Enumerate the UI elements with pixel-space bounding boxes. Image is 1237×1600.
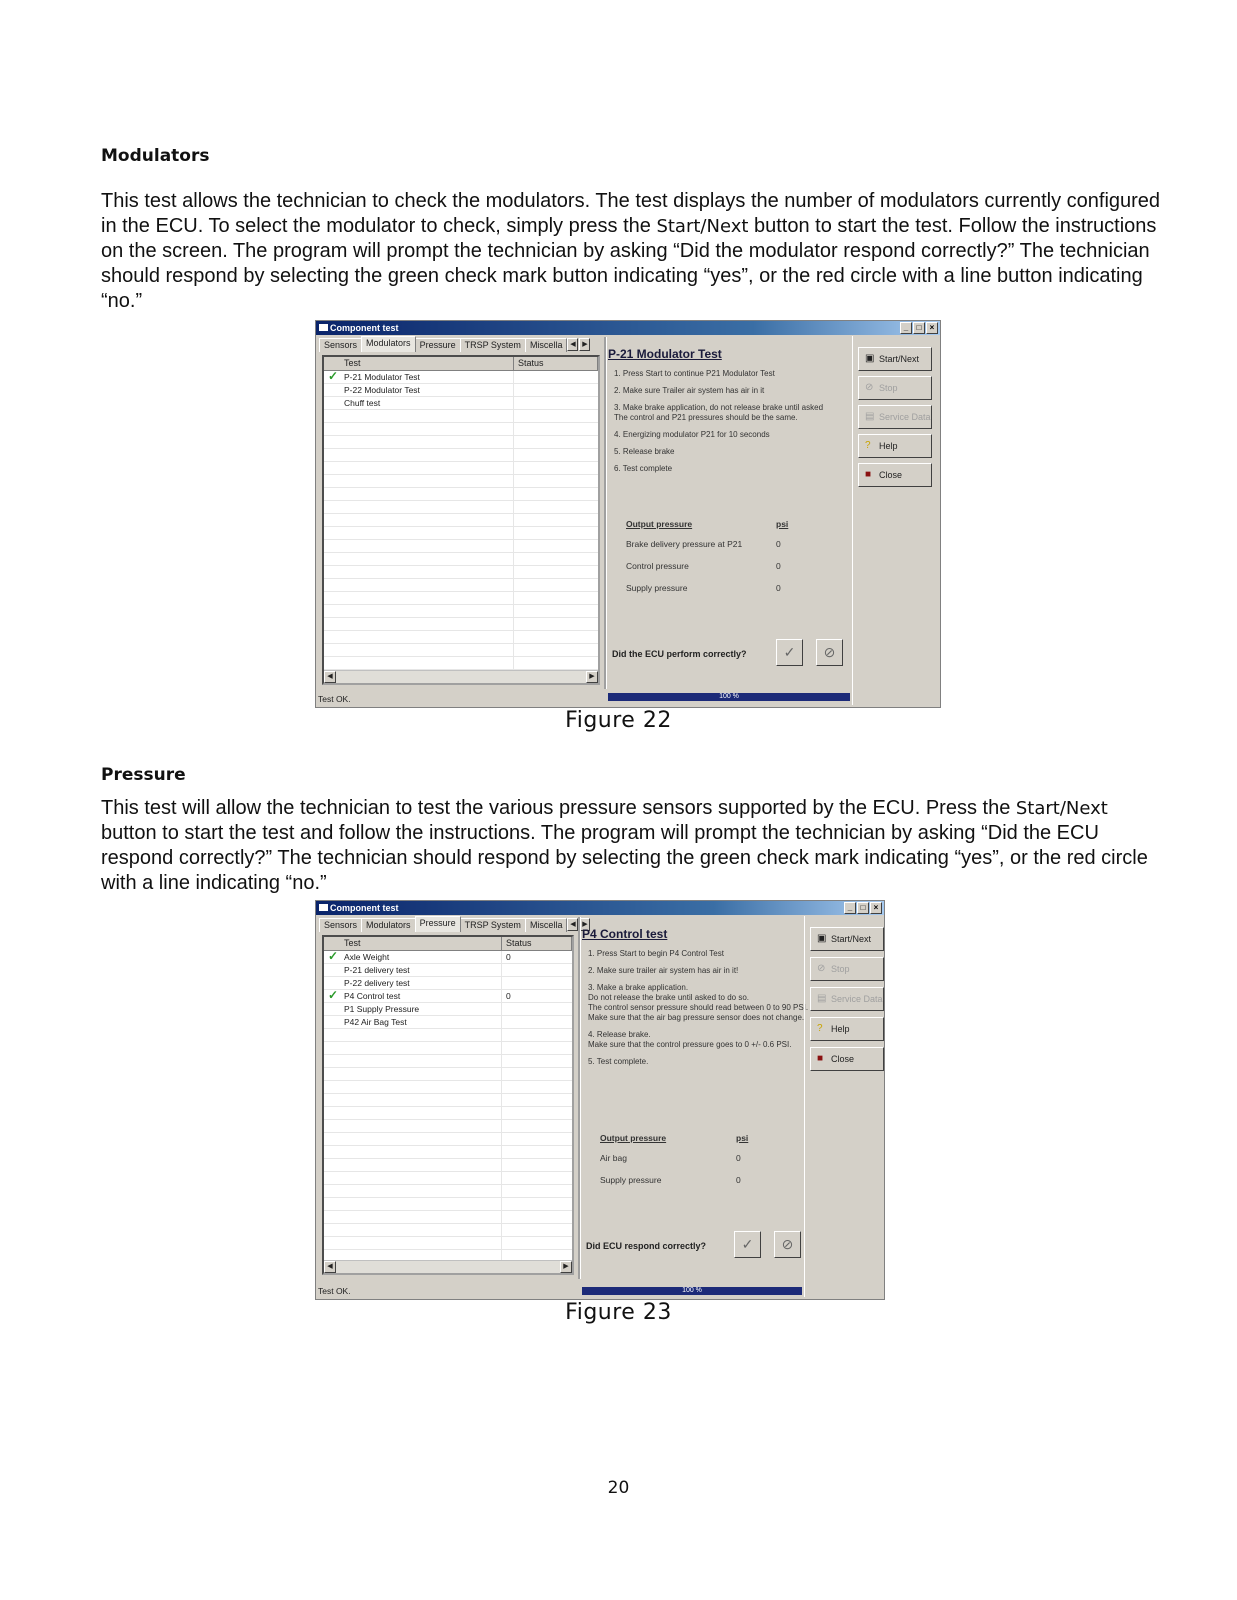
table-row[interactable] <box>324 977 572 990</box>
window-titlebar <box>316 901 884 915</box>
instruction-step: Make sure that the air bag pressure sensor does not change. <box>588 1013 805 1022</box>
progress-bar: 100 % <box>608 693 850 701</box>
no-button[interactable] <box>774 1231 801 1258</box>
maximize-icon[interactable]: □ <box>913 322 925 334</box>
test-name: Chuff test <box>324 397 514 409</box>
close-button[interactable] <box>858 463 932 487</box>
column-header-status[interactable]: Status <box>514 357 598 370</box>
tab-trsp-system[interactable]: TRSP System <box>460 918 526 932</box>
table-row[interactable] <box>324 371 598 384</box>
empty-row <box>324 644 598 657</box>
empty-row <box>324 1107 572 1120</box>
horizontal-scrollbar[interactable] <box>324 1260 572 1273</box>
tab-modulators[interactable]: Modulators <box>361 336 416 352</box>
app-icon <box>319 324 328 331</box>
output-label: Brake delivery pressure at P21 <box>626 539 743 549</box>
test-name: P-21 delivery test <box>324 964 502 976</box>
instruction-step: 2. Make sure Trailer air system has air in it <box>614 386 765 395</box>
start-next-keyword: Start/Next <box>656 216 749 237</box>
window-titlebar <box>316 321 940 335</box>
table-row[interactable] <box>324 1003 572 1016</box>
minimize-icon[interactable]: _ <box>844 902 856 914</box>
stop-icon: ⊘ <box>823 644 836 660</box>
empty-row <box>324 410 598 423</box>
psi-header: psi <box>776 519 789 529</box>
test-name: Axle Weight <box>324 951 502 963</box>
instruction-steps <box>614 369 852 481</box>
window-title: Component test <box>330 903 399 913</box>
test-name: P42 Air Bag Test <box>324 1016 502 1028</box>
empty-row <box>324 1237 572 1250</box>
empty-row <box>324 488 598 501</box>
empty-row <box>324 1159 572 1172</box>
instruction-step: The control and P21 pressures should be the same. <box>614 413 798 422</box>
scroll-right-icon[interactable]: ▶ <box>586 671 598 683</box>
empty-row <box>324 501 598 514</box>
table-row[interactable] <box>324 951 572 964</box>
check-icon: ✓ <box>328 988 339 1002</box>
button-label: Service Data <box>831 994 883 1004</box>
tab-modulators[interactable]: Modulators <box>361 918 416 932</box>
check-icon: ✓ <box>741 1236 754 1252</box>
empty-row <box>324 540 598 553</box>
instruction-step: 4. Energizing modulator P21 for 10 seconds <box>614 430 770 439</box>
empty-row <box>324 657 598 670</box>
button-label: Help <box>879 441 898 451</box>
pressure-paragraph <box>101 796 1161 896</box>
instruction-step: 2. Make sure trailer air system has air in it! <box>588 966 739 975</box>
table-row[interactable] <box>324 397 598 410</box>
close-button[interactable] <box>810 1047 884 1071</box>
service-data-button[interactable] <box>810 987 884 1011</box>
yes-check-button[interactable] <box>734 1231 761 1258</box>
tab-scroll-left-icon[interactable]: ◀ <box>567 338 578 351</box>
tab-bar <box>319 918 590 932</box>
section-heading-modulators: Modulators <box>101 146 210 166</box>
paragraph-text: This test will allow the technician to test the various pressure sensors supported by the ECU. Press the <box>101 797 1016 819</box>
test-list <box>322 355 600 685</box>
empty-row <box>324 1029 572 1042</box>
output-pressure-table <box>626 519 788 605</box>
page-number: 20 <box>607 1478 630 1498</box>
output-value: 0 <box>736 1153 741 1163</box>
empty-row <box>324 1198 572 1211</box>
instruction-step: 3. Make a brake application. <box>588 983 689 992</box>
horizontal-scrollbar[interactable] <box>324 670 598 683</box>
output-value: 0 <box>776 561 781 571</box>
test-status <box>514 371 518 383</box>
tab-pressure[interactable]: Pressure <box>415 916 461 932</box>
button-label: Stop <box>879 383 898 393</box>
column-header-status[interactable]: Status <box>502 937 572 950</box>
empty-row <box>324 423 598 436</box>
minimize-icon[interactable]: _ <box>900 322 912 334</box>
test-status <box>502 977 506 989</box>
test-name: P-22 Modulator Test <box>324 384 514 396</box>
empty-row <box>324 1068 572 1081</box>
psi-header: psi <box>736 1133 749 1143</box>
help-icon: ? <box>865 440 871 451</box>
stop-icon: ⊘ <box>865 382 874 393</box>
start-next-button[interactable] <box>858 347 932 371</box>
empty-row <box>324 475 598 488</box>
instruction-step: 5. Release brake <box>614 447 675 456</box>
panel-title: P4 Control test <box>582 927 668 941</box>
output-pressure-header: Output pressure <box>626 519 693 529</box>
table-row[interactable] <box>324 1016 572 1029</box>
button-label: Start/Next <box>831 934 872 944</box>
output-value: 0 <box>776 539 781 549</box>
empty-row <box>324 605 598 618</box>
test-list <box>322 935 574 1275</box>
button-label: Service Data <box>879 412 931 422</box>
empty-row <box>324 1120 572 1133</box>
service-data-icon: ▤ <box>865 411 875 422</box>
button-label: Help <box>831 1024 850 1034</box>
test-status <box>502 1016 506 1028</box>
empty-row <box>324 1042 572 1055</box>
empty-row <box>324 1224 572 1237</box>
figure-caption: Figure 22 <box>565 708 672 733</box>
help-button[interactable] <box>810 1017 884 1041</box>
close-icon: ■ <box>865 469 872 480</box>
panel-divider[interactable] <box>604 337 607 689</box>
tab-sensors[interactable]: Sensors <box>319 918 362 932</box>
start-next-keyword: Start/Next <box>1015 798 1108 819</box>
test-name: P-22 delivery test <box>324 977 502 989</box>
test-status <box>514 384 518 396</box>
check-icon: ✓ <box>783 644 796 660</box>
tab-sensors[interactable]: Sensors <box>319 338 362 352</box>
button-label: Stop <box>831 964 850 974</box>
service-data-icon: ▤ <box>817 993 827 1004</box>
start-next-icon: ▣ <box>817 933 827 944</box>
panel-title: P-21 Modulator Test <box>608 347 722 361</box>
tab-trsp-system[interactable]: TRSP System <box>460 338 526 352</box>
component-test-window-figure-22 <box>315 320 941 708</box>
tab-miscella[interactable]: Miscella <box>525 918 568 932</box>
check-icon: ✓ <box>328 949 339 963</box>
scroll-right-icon[interactable]: ▶ <box>560 1261 572 1273</box>
table-row[interactable] <box>324 964 572 977</box>
tab-miscella[interactable]: Miscella <box>525 338 568 352</box>
empty-row <box>324 579 598 592</box>
status-bar-text: Test OK. <box>318 1286 351 1296</box>
tab-pressure[interactable]: Pressure <box>415 338 461 352</box>
tab-scroll-right-icon[interactable]: ▶ <box>579 918 590 931</box>
service-data-button[interactable] <box>858 405 932 429</box>
close-window-icon[interactable]: × <box>870 902 882 914</box>
instruction-step: 1. Press Start to continue P21 Modulator Test <box>614 369 775 378</box>
empty-row <box>324 1133 572 1146</box>
stop-button[interactable] <box>858 376 932 400</box>
empty-row <box>324 1094 572 1107</box>
test-status <box>502 1003 506 1015</box>
yes-check-button[interactable] <box>776 639 803 666</box>
output-label: Air bag <box>600 1153 627 1163</box>
instruction-step: 4. Release brake. <box>588 1030 651 1039</box>
empty-row <box>324 1081 572 1094</box>
status-bar-text: Test OK. <box>318 694 351 704</box>
empty-row <box>324 1146 572 1159</box>
progress-bar: 100 % <box>582 1287 802 1295</box>
correctness-question: Did the ECU perform correctly? <box>612 649 747 659</box>
modulators-paragraph <box>101 189 1161 314</box>
tab-scroll-left-icon[interactable]: ◀ <box>567 918 578 931</box>
window-title: Component test <box>330 323 399 333</box>
empty-row <box>324 462 598 475</box>
button-label: Close <box>831 1054 855 1064</box>
output-pressure-table <box>600 1133 748 1197</box>
instruction-step: The control sensor pressure should read between 0 to 90 PSI. <box>588 1003 809 1012</box>
paragraph-text: button to start the test and follow the instructions. The program will prompt the technician by asking “Did the ECU respond correctly?” The technician should respond by selecting the green check mark indicating “yes”, or the red circle with a line indicating “no.” <box>101 822 1148 894</box>
test-status <box>502 964 506 976</box>
panel-divider[interactable] <box>578 917 581 1279</box>
close-icon: ■ <box>817 1053 824 1064</box>
empty-row <box>324 1211 572 1224</box>
app-icon <box>319 904 328 911</box>
output-label: Supply pressure <box>600 1175 662 1185</box>
empty-row <box>324 1172 572 1185</box>
empty-row <box>324 1055 572 1068</box>
instruction-step: Make sure that the control pressure goes to 0 +/- 0.6 PSI. <box>588 1040 792 1049</box>
instruction-step: 6. Test complete <box>614 464 673 473</box>
paragraph-text: button to start the test. Follow the instructions on the screen. The program will prompt the technician by asking “Did the modulator respond correctly?” The technician should respond by selecting the green check mark button indicating “yes”, or the red circle with a line button indicating “no.” <box>101 215 1157 312</box>
paragraph-text: This test allows the technician to check the modulators. The test displays the number of modulators currently configured in the ECU. To select the modulator to check, simply press the <box>101 190 1161 237</box>
empty-row <box>324 514 598 527</box>
table-row[interactable] <box>324 990 572 1003</box>
test-name: P-21 Modulator Test <box>324 371 514 383</box>
empty-row <box>324 631 598 644</box>
instruction-step: 5. Test complete. <box>588 1057 649 1066</box>
output-value: 0 <box>776 583 781 593</box>
empty-row <box>324 592 598 605</box>
test-status: 0 <box>506 952 511 962</box>
empty-row <box>324 566 598 579</box>
instruction-step: 3. Make brake application, do not release brake until asked <box>614 403 824 412</box>
test-status: 0 <box>506 991 511 1001</box>
no-button[interactable] <box>816 639 843 666</box>
output-label: Supply pressure <box>626 583 688 593</box>
instruction-step: 1. Press Start to begin P4 Control Test <box>588 949 724 958</box>
stop-icon: ⊘ <box>781 1236 794 1252</box>
component-test-window-figure-23 <box>315 900 885 1300</box>
empty-row <box>324 436 598 449</box>
test-name: P1 Supply Pressure <box>324 1003 502 1015</box>
stop-icon: ⊘ <box>817 963 826 974</box>
help-button[interactable] <box>858 434 932 458</box>
figure-caption: Figure 23 <box>565 1300 672 1325</box>
empty-row <box>324 527 598 540</box>
section-heading-pressure: Pressure <box>101 765 186 785</box>
empty-row <box>324 618 598 631</box>
close-window-icon[interactable]: × <box>926 322 938 334</box>
empty-row <box>324 553 598 566</box>
empty-row <box>324 683 598 685</box>
column-header-test[interactable]: Test <box>324 357 514 370</box>
test-status <box>514 397 518 409</box>
correctness-question: Did ECU respond correctly? <box>586 1241 707 1251</box>
tab-bar <box>319 338 590 352</box>
instruction-step: Do not release the brake until asked to do so. <box>588 993 749 1002</box>
scroll-left-icon[interactable]: ◀ <box>324 1261 336 1273</box>
output-pressure-header: Output pressure <box>600 1133 667 1143</box>
maximize-icon[interactable]: □ <box>857 902 869 914</box>
empty-row <box>324 1185 572 1198</box>
scroll-left-icon[interactable]: ◀ <box>324 671 336 683</box>
start-next-button[interactable] <box>810 927 884 951</box>
table-row[interactable] <box>324 384 598 397</box>
check-icon: ✓ <box>328 369 339 383</box>
button-label: Close <box>879 470 903 480</box>
instruction-steps <box>588 949 810 1074</box>
tab-scroll-right-icon[interactable]: ▶ <box>579 338 590 351</box>
test-name: P4 Control test <box>324 990 502 1002</box>
column-header-test[interactable]: Test <box>324 937 502 950</box>
help-icon: ? <box>817 1023 823 1034</box>
empty-row <box>324 449 598 462</box>
button-label: Start/Next <box>879 354 920 364</box>
output-value: 0 <box>736 1175 741 1185</box>
start-next-icon: ▣ <box>865 353 875 364</box>
output-label: Control pressure <box>626 561 689 571</box>
stop-button[interactable] <box>810 957 884 981</box>
